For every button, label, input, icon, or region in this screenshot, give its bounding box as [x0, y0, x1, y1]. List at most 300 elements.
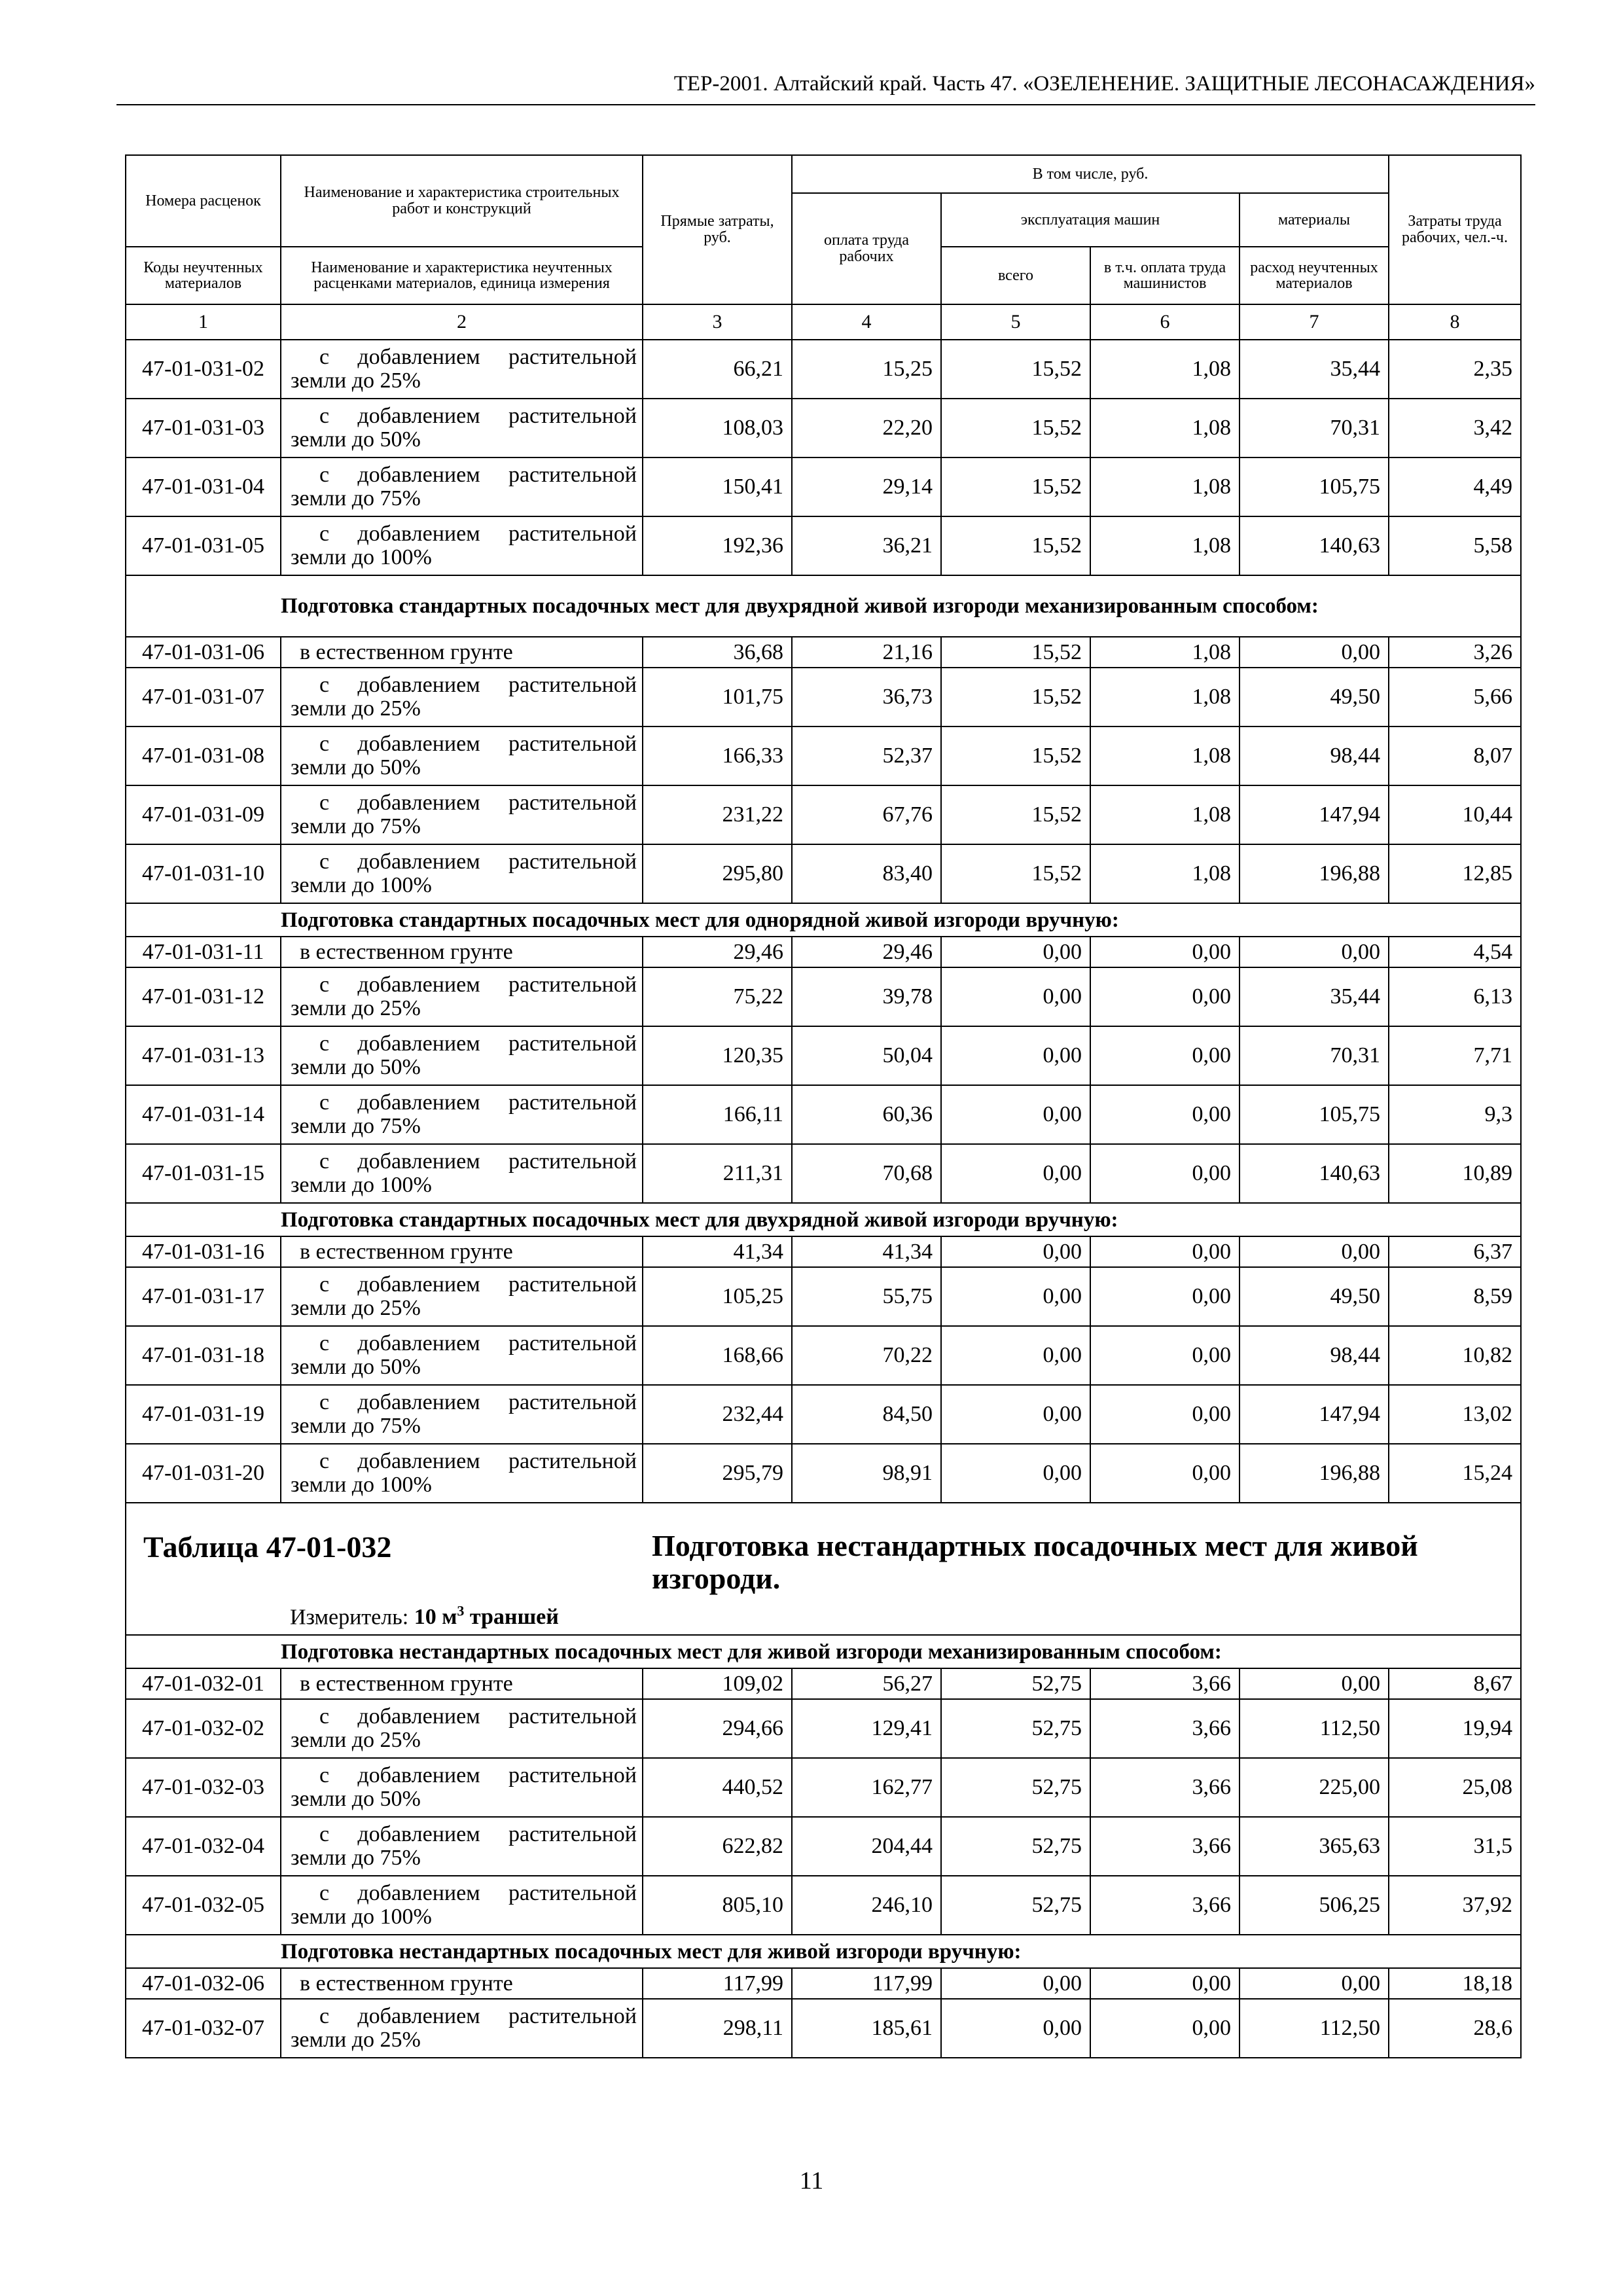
direct-costs-value: 36,68: [643, 637, 792, 668]
column-number: 3: [643, 304, 792, 340]
description-line: с добавлением растительной: [319, 2004, 637, 2028]
description-line: земли до 50%: [291, 1355, 421, 1379]
description-line: с добавлением растительной: [319, 1272, 637, 1297]
description-line: с добавлением растительной: [319, 850, 637, 874]
worker-pay-value: 29,14: [792, 457, 941, 516]
section-heading-row: [126, 575, 1521, 637]
operator-pay-value: 0,00: [1090, 1326, 1240, 1385]
worker-pay-value: 84,50: [792, 1385, 941, 1444]
description-line: с добавлением растительной: [319, 1149, 637, 1174]
machines-total-value: 0,00: [941, 1999, 1090, 2058]
column-number: 6: [1090, 304, 1240, 340]
material-consumption-value: 49,50: [1240, 668, 1389, 726]
machines-total-value: 0,00: [941, 967, 1090, 1026]
direct-costs-value: 66,21: [643, 340, 792, 399]
rate-code: 47-01-031-09: [126, 785, 281, 844]
labor-costs-value: 9,3: [1389, 1085, 1521, 1144]
labor-costs-value: 28,6: [1389, 1999, 1521, 2058]
work-description: [281, 1385, 643, 1444]
table-row: [126, 1817, 1521, 1876]
table-row: [126, 1444, 1521, 1503]
machines-total-value: 52,75: [941, 1668, 1090, 1699]
measure-label: Измеритель:: [290, 1605, 409, 1630]
direct-costs-value: 109,02: [643, 1668, 792, 1699]
work-description: [281, 967, 643, 1026]
material-consumption-value: 365,63: [1240, 1817, 1389, 1876]
rate-code: 47-01-032-05: [126, 1876, 281, 1935]
column-number: 8: [1389, 304, 1521, 340]
table-row: [126, 1968, 1521, 1999]
machines-total-value: 52,75: [941, 1817, 1090, 1876]
machines-total-value: 0,00: [941, 1144, 1090, 1203]
work-description: в естественном грунте: [281, 937, 643, 967]
material-consumption-value: 147,94: [1240, 785, 1389, 844]
direct-costs-value: 105,25: [643, 1267, 792, 1326]
labor-costs-value: 8,67: [1389, 1668, 1521, 1699]
rate-code: 47-01-031-07: [126, 668, 281, 726]
worker-pay-value: 22,20: [792, 399, 941, 457]
material-consumption-value: 140,63: [1240, 516, 1389, 575]
description-line: земли до 100%: [291, 873, 432, 897]
labor-costs-value: 5,66: [1389, 668, 1521, 726]
work-description: [281, 516, 643, 575]
table-row: [126, 1326, 1521, 1385]
rate-code: 47-01-031-19: [126, 1385, 281, 1444]
work-description: [281, 1876, 643, 1935]
work-description: [281, 340, 643, 399]
operator-pay-value: 3,66: [1090, 1817, 1240, 1876]
material-consumption-value: 147,94: [1240, 1385, 1389, 1444]
description-line: земли до 75%: [291, 1414, 421, 1438]
machines-total-value: 15,52: [941, 785, 1090, 844]
machines-total-value: 0,00: [941, 1236, 1090, 1267]
work-description: [281, 1267, 643, 1326]
measure-value-group: [414, 1605, 559, 1629]
material-consumption-value: 0,00: [1240, 1968, 1389, 1999]
description-line: земли до 100%: [291, 1905, 432, 1929]
labor-costs-value: 15,24: [1389, 1444, 1521, 1503]
table-row: [126, 1085, 1521, 1144]
labor-costs-value: 31,5: [1389, 1817, 1521, 1876]
material-consumption-value: 196,88: [1240, 1444, 1389, 1503]
material-consumption-value: 98,44: [1240, 1326, 1389, 1385]
column-number: 2: [281, 304, 643, 340]
operator-pay-value: 0,00: [1090, 1968, 1240, 1999]
measure-exponent: 3: [457, 1603, 465, 1619]
material-consumption-value: 70,31: [1240, 399, 1389, 457]
labor-costs-value: 4,54: [1389, 937, 1521, 967]
work-description: [281, 399, 643, 457]
table-row: [126, 516, 1521, 575]
rate-code: 47-01-031-18: [126, 1326, 281, 1385]
machines-total-value: 15,52: [941, 399, 1090, 457]
description-line: с добавлением растительной: [319, 463, 637, 487]
work-description: [281, 1144, 643, 1203]
description-line: земли до 50%: [291, 1055, 421, 1079]
worker-pay-value: 117,99: [792, 1968, 941, 1999]
operator-pay-value: 3,66: [1090, 1758, 1240, 1817]
direct-costs-value: 117,99: [643, 1968, 792, 1999]
header-material-codes: Коды неучтенных материалов: [126, 247, 281, 304]
table-row: [126, 1876, 1521, 1935]
worker-pay-value: 52,37: [792, 726, 941, 785]
description-line: земли до 25%: [291, 2028, 421, 2052]
table-row: [126, 967, 1521, 1026]
material-consumption-value: 49,50: [1240, 1267, 1389, 1326]
header-labor-costs: Затраты труда рабочих, чел.-ч.: [1389, 155, 1521, 304]
operator-pay-value: 1,08: [1090, 668, 1240, 726]
work-description: [281, 1758, 643, 1817]
labor-costs-value: 6,13: [1389, 967, 1521, 1026]
worker-pay-value: 246,10: [792, 1876, 941, 1935]
material-consumption-value: 0,00: [1240, 637, 1389, 668]
direct-costs-value: 168,66: [643, 1326, 792, 1385]
labor-costs-value: 2,35: [1389, 340, 1521, 399]
machines-total-value: 0,00: [941, 1326, 1090, 1385]
labor-costs-value: 12,85: [1389, 844, 1521, 903]
operator-pay-value: 1,08: [1090, 399, 1240, 457]
header-worker-pay: оплата труда рабочих: [792, 193, 941, 304]
table-row: [126, 1758, 1521, 1817]
description-line: земли до 75%: [291, 814, 421, 838]
machines-total-value: 0,00: [941, 1026, 1090, 1085]
operator-pay-value: 0,00: [1090, 1085, 1240, 1144]
table-row: [126, 1668, 1521, 1699]
header-material-names: Наименование и характеристика неучтенных расценками материалов, единица измерения: [281, 247, 643, 304]
section-heading: Подготовка стандартных посадочных мест для двухрядной живой изгороди механизированным способом:: [281, 575, 1521, 637]
worker-pay-value: 21,16: [792, 637, 941, 668]
machines-total-value: 0,00: [941, 1267, 1090, 1326]
operator-pay-value: 0,00: [1090, 1999, 1240, 2058]
direct-costs-value: 166,11: [643, 1085, 792, 1144]
description-line: земли до 75%: [291, 1846, 421, 1870]
description-line: с добавлением растительной: [319, 732, 637, 756]
table-row: [126, 937, 1521, 967]
table-row: [126, 457, 1521, 516]
machines-total-value: 52,75: [941, 1876, 1090, 1935]
rate-code: 47-01-031-11: [126, 937, 281, 967]
work-description: [281, 1026, 643, 1085]
table-title: Подготовка нестандартных посадочных мест для живой изгороди.: [652, 1529, 1418, 1595]
labor-costs-value: 3,26: [1389, 637, 1521, 668]
labor-costs-value: 10,82: [1389, 1326, 1521, 1385]
table-number: Таблица 47-01-032: [143, 1530, 392, 1564]
direct-costs-value: 805,10: [643, 1876, 792, 1935]
operator-pay-value: 1,08: [1090, 340, 1240, 399]
rate-code: 47-01-031-13: [126, 1026, 281, 1085]
table-title-row: [126, 1503, 1521, 1635]
labor-costs-value: 8,59: [1389, 1267, 1521, 1326]
material-consumption-value: 35,44: [1240, 967, 1389, 1026]
section-heading-row: [126, 1203, 1521, 1236]
material-consumption-value: 105,75: [1240, 1085, 1389, 1144]
column-numbers-row: [126, 304, 1521, 340]
description-line: с добавлением растительной: [319, 1031, 637, 1056]
machines-total-value: 0,00: [941, 1385, 1090, 1444]
column-number: 5: [941, 304, 1090, 340]
material-consumption-value: 0,00: [1240, 1236, 1389, 1267]
machines-total-value: 15,52: [941, 340, 1090, 399]
operator-pay-value: 0,00: [1090, 1144, 1240, 1203]
rate-code: 47-01-032-04: [126, 1817, 281, 1876]
table-row: [126, 1699, 1521, 1758]
table-title-block: [126, 1503, 1520, 1634]
description-line: земли до 100%: [291, 1173, 432, 1197]
rate-code: 47-01-031-02: [126, 340, 281, 399]
direct-costs-value: 192,36: [643, 516, 792, 575]
worker-pay-value: 50,04: [792, 1026, 941, 1085]
work-description: [281, 457, 643, 516]
section-heading: Подготовка нестандартных посадочных мест для живой изгороди вручную:: [281, 1935, 1521, 1968]
price-table: [125, 154, 1522, 2058]
rate-code: 47-01-032-02: [126, 1699, 281, 1758]
rate-code: 47-01-031-14: [126, 1085, 281, 1144]
material-consumption-value: 98,44: [1240, 726, 1389, 785]
operator-pay-value: 1,08: [1090, 637, 1240, 668]
material-consumption-value: 0,00: [1240, 1668, 1389, 1699]
rate-code: 47-01-031-04: [126, 457, 281, 516]
work-description: [281, 1444, 643, 1503]
worker-pay-value: 56,27: [792, 1668, 941, 1699]
running-header: ТЕР-2001. Алтайский край. Часть 47. «ОЗЕЛЕНЕНИЕ. ЗАЩИТНЫЕ ЛЕСОНАСАЖДЕНИЯ»: [673, 72, 1535, 96]
measure-value: 10 м: [414, 1605, 457, 1630]
direct-costs-value: 166,33: [643, 726, 792, 785]
rate-code: 47-01-031-20: [126, 1444, 281, 1503]
labor-costs-value: 13,02: [1389, 1385, 1521, 1444]
labor-costs-value: 7,71: [1389, 1026, 1521, 1085]
header-direct-costs: Прямые затраты, руб.: [643, 155, 792, 304]
rate-code: 47-01-032-03: [126, 1758, 281, 1817]
labor-costs-value: 5,58: [1389, 516, 1521, 575]
description-line: земли до 25%: [291, 696, 421, 721]
direct-costs-value: 231,22: [643, 785, 792, 844]
description-line: с добавлением растительной: [319, 1704, 637, 1729]
machines-total-value: 0,00: [941, 1085, 1090, 1144]
rate-code: 47-01-032-01: [126, 1668, 281, 1699]
rate-code: 47-01-031-05: [126, 516, 281, 575]
description-line: с добавлением растительной: [319, 404, 637, 428]
material-consumption-value: 225,00: [1240, 1758, 1389, 1817]
measure-unit: [290, 1603, 559, 1630]
worker-pay-value: 36,73: [792, 668, 941, 726]
worker-pay-value: 60,36: [792, 1085, 941, 1144]
material-consumption-value: 112,50: [1240, 1699, 1389, 1758]
description-line: земли до 25%: [291, 1728, 421, 1752]
rate-code: 47-01-031-12: [126, 967, 281, 1026]
work-description: в естественном грунте: [281, 637, 643, 668]
direct-costs-value: 75,22: [643, 967, 792, 1026]
table-row: [126, 340, 1521, 399]
material-consumption-value: 35,44: [1240, 340, 1389, 399]
header-rate-numbers: Номера расценок: [126, 155, 281, 247]
header-including: В том числе, руб.: [792, 155, 1389, 193]
section-heading: Подготовка нестандартных посадочных мест для живой изгороди механизированным способом:: [281, 1635, 1521, 1668]
work-description: [281, 844, 643, 903]
worker-pay-value: 29,46: [792, 937, 941, 967]
worker-pay-value: 70,22: [792, 1326, 941, 1385]
table-row: [126, 637, 1521, 668]
direct-costs-value: 232,44: [643, 1385, 792, 1444]
machines-total-value: 0,00: [941, 937, 1090, 967]
operator-pay-value: 1,08: [1090, 785, 1240, 844]
section-spacer: [126, 1203, 281, 1236]
machines-total-value: 0,00: [941, 1968, 1090, 1999]
work-description: в естественном грунте: [281, 1968, 643, 1999]
direct-costs-value: 108,03: [643, 399, 792, 457]
operator-pay-value: 1,08: [1090, 516, 1240, 575]
direct-costs-value: 440,52: [643, 1758, 792, 1817]
worker-pay-value: 83,40: [792, 844, 941, 903]
operator-pay-value: 3,66: [1090, 1876, 1240, 1935]
header-machines-total: всего: [941, 247, 1090, 304]
description-line: с добавлением растительной: [319, 1881, 637, 1905]
direct-costs-value: 295,80: [643, 844, 792, 903]
section-spacer: [126, 903, 281, 937]
description-line: с добавлением растительной: [319, 791, 637, 815]
description-line: земли до 100%: [291, 545, 432, 569]
description-line: земли до 25%: [291, 368, 421, 393]
section-heading-row: [126, 903, 1521, 937]
section-spacer: [126, 1935, 281, 1968]
worker-pay-value: 39,78: [792, 967, 941, 1026]
description-line: с добавлением растительной: [319, 345, 637, 369]
section-heading: Подготовка стандартных посадочных мест для однорядной живой изгороди вручную:: [281, 903, 1521, 937]
direct-costs-value: 622,82: [643, 1817, 792, 1876]
table-title-cell: [126, 1503, 1521, 1635]
header-materials: материалы: [1240, 193, 1389, 247]
header-work-name: Наименование и характеристика строительных работ и конструкций: [281, 155, 643, 247]
rate-code: 47-01-031-06: [126, 637, 281, 668]
direct-costs-value: 120,35: [643, 1026, 792, 1085]
work-description: [281, 1326, 643, 1385]
direct-costs-value: 29,46: [643, 937, 792, 967]
operator-pay-value: 0,00: [1090, 1026, 1240, 1085]
machines-total-value: 15,52: [941, 457, 1090, 516]
labor-costs-value: 3,42: [1389, 399, 1521, 457]
table-row: [126, 1144, 1521, 1203]
table-row: [126, 1236, 1521, 1267]
description-line: земли до 100%: [291, 1473, 432, 1497]
table-row: [126, 668, 1521, 726]
labor-costs-value: 25,08: [1389, 1758, 1521, 1817]
labor-costs-value: 8,07: [1389, 726, 1521, 785]
material-consumption-value: 105,75: [1240, 457, 1389, 516]
work-description: в естественном грунте: [281, 1668, 643, 1699]
description-line: земли до 25%: [291, 996, 421, 1020]
operator-pay-value: 0,00: [1090, 937, 1240, 967]
worker-pay-value: 185,61: [792, 1999, 941, 2058]
description-line: земли до 50%: [291, 1787, 421, 1811]
table-row: [126, 726, 1521, 785]
direct-costs-value: 295,79: [643, 1444, 792, 1503]
rate-code: 47-01-032-06: [126, 1968, 281, 1999]
operator-pay-value: 1,08: [1090, 457, 1240, 516]
table-row: [126, 1267, 1521, 1326]
machines-total-value: 0,00: [941, 1444, 1090, 1503]
material-consumption-value: 0,00: [1240, 937, 1389, 967]
work-description: [281, 785, 643, 844]
worker-pay-value: 162,77: [792, 1758, 941, 1817]
direct-costs-value: 41,34: [643, 1236, 792, 1267]
labor-costs-value: 10,44: [1389, 785, 1521, 844]
operator-pay-value: 0,00: [1090, 1267, 1240, 1326]
work-description: [281, 1085, 643, 1144]
machines-total-value: 15,52: [941, 516, 1090, 575]
column-number: 7: [1240, 304, 1389, 340]
rate-code: 47-01-031-15: [126, 1144, 281, 1203]
worker-pay-value: 70,68: [792, 1144, 941, 1203]
worker-pay-value: 67,76: [792, 785, 941, 844]
operator-pay-value: 0,00: [1090, 1385, 1240, 1444]
description-line: с добавлением растительной: [319, 1331, 637, 1355]
description-line: земли до 50%: [291, 755, 421, 780]
labor-costs-value: 4,49: [1389, 457, 1521, 516]
work-description: [281, 1817, 643, 1876]
operator-pay-value: 3,66: [1090, 1699, 1240, 1758]
section-heading: Подготовка стандартных посадочных мест для двухрядной живой изгороди вручную:: [281, 1203, 1521, 1236]
rate-code: 47-01-031-03: [126, 399, 281, 457]
operator-pay-value: 0,00: [1090, 1236, 1240, 1267]
worker-pay-value: 15,25: [792, 340, 941, 399]
machines-total-value: 15,52: [941, 844, 1090, 903]
material-consumption-value: 112,50: [1240, 1999, 1389, 2058]
machines-total-value: 15,52: [941, 668, 1090, 726]
page-number: 11: [799, 2167, 824, 2195]
rate-code: 47-01-031-08: [126, 726, 281, 785]
measure-unit-word: траншей: [469, 1605, 559, 1630]
description-line: земли до 25%: [291, 1296, 421, 1320]
direct-costs-value: 298,11: [643, 1999, 792, 2058]
header-operator-pay: в т.ч. оплата труда машинистов: [1090, 247, 1240, 304]
machines-total-value: 52,75: [941, 1758, 1090, 1817]
direct-costs-value: 294,66: [643, 1699, 792, 1758]
table-row: [126, 399, 1521, 457]
worker-pay-value: 55,75: [792, 1267, 941, 1326]
description-line: земли до 75%: [291, 1114, 421, 1138]
table-row: [126, 844, 1521, 903]
description-line: земли до 50%: [291, 427, 421, 452]
work-description: в естественном грунте: [281, 1236, 643, 1267]
description-line: земли до 75%: [291, 486, 421, 511]
labor-costs-value: 37,92: [1389, 1876, 1521, 1935]
material-consumption-value: 196,88: [1240, 844, 1389, 903]
operator-pay-value: 3,66: [1090, 1668, 1240, 1699]
worker-pay-value: 98,91: [792, 1444, 941, 1503]
description-line: с добавлением растительной: [319, 973, 637, 997]
table-row: [126, 1026, 1521, 1085]
description-line: с добавлением растительной: [319, 1763, 637, 1787]
worker-pay-value: 204,44: [792, 1817, 941, 1876]
section-heading-row: [126, 1635, 1521, 1668]
table-row: [126, 1999, 1521, 2058]
operator-pay-value: 1,08: [1090, 844, 1240, 903]
material-consumption-value: 140,63: [1240, 1144, 1389, 1203]
table-row: [126, 785, 1521, 844]
table-row: [126, 1385, 1521, 1444]
material-consumption-value: 506,25: [1240, 1876, 1389, 1935]
machines-total-value: 15,52: [941, 637, 1090, 668]
rate-code: 47-01-031-17: [126, 1267, 281, 1326]
description-line: с добавлением растительной: [319, 522, 637, 546]
description-line: с добавлением растительной: [319, 1090, 637, 1115]
description-line: с добавлением растительной: [319, 1390, 637, 1414]
header-rule: [116, 104, 1535, 105]
material-consumption-value: 70,31: [1240, 1026, 1389, 1085]
labor-costs-value: 18,18: [1389, 1968, 1521, 1999]
rate-code: 47-01-031-10: [126, 844, 281, 903]
direct-costs-value: 211,31: [643, 1144, 792, 1203]
column-number: 1: [126, 304, 281, 340]
